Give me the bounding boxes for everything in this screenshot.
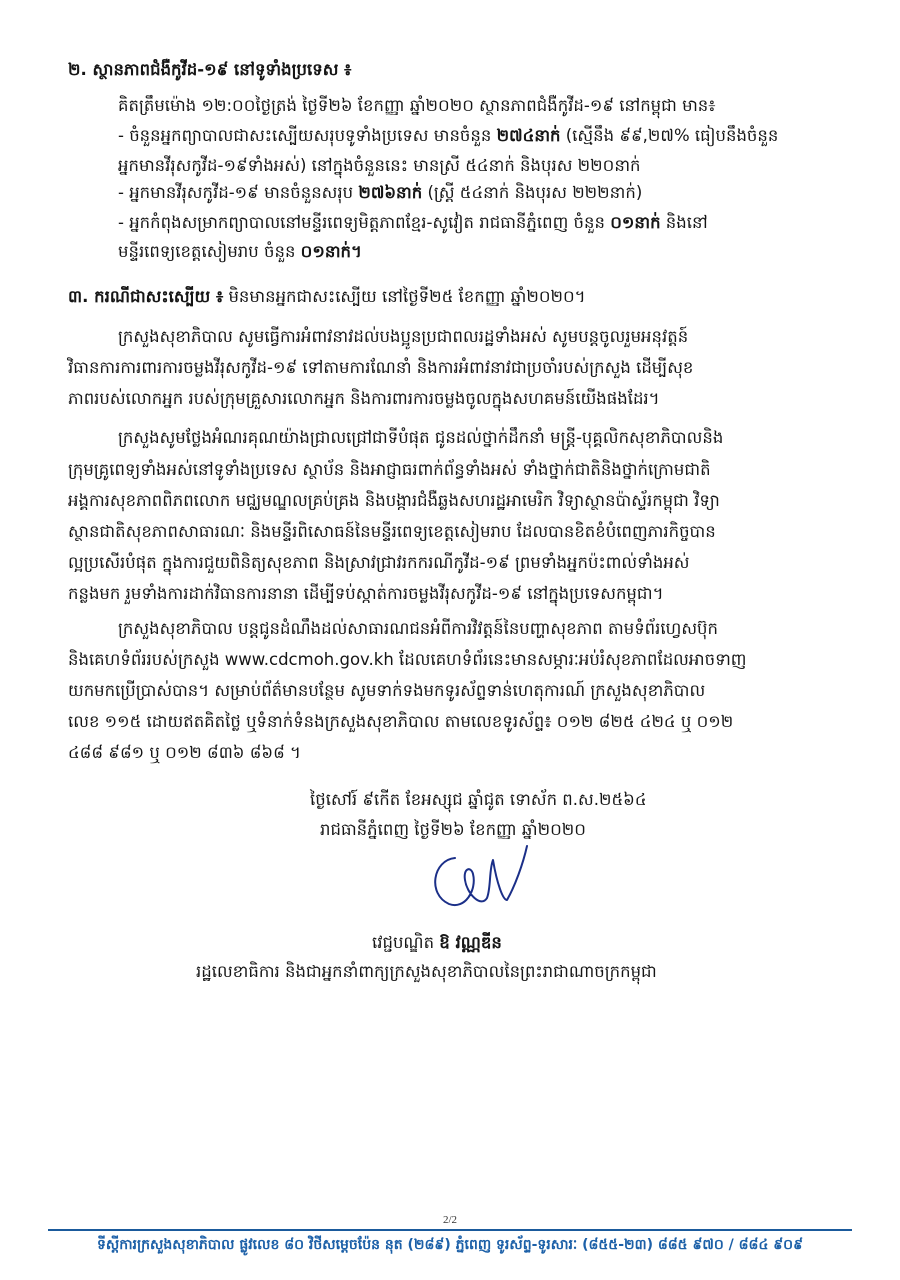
section-2-heading: ២. ស្ថានភាពជំងឺកូវីដ-១៩ នៅទូទាំងប្រទេស ៖ [68, 60, 352, 79]
para3-line-2: និងគេហទំព័ររបស់ក្រសួង www.cdcmoh.gov.kh ដែលគេហទំព័រនេះមានសម្ភារៈអប់រំសុខភាពដែលអាចទាញ [68, 650, 747, 669]
hospitalized-siemreap-text: មន្ទីរពេទ្យខេត្តសៀមរាប ចំនួន [118, 242, 301, 261]
footer-address: ទីស្តីការក្រសួងសុខាភិបាល ផ្លូវលេខ ៨០ វិថីសម្តេចប៉ែន នុត (២៨៩) ភ្នំពេញ ទូរស័ព្ទ-ទូរសារៈ (៨៥៥-២៣) ៨៨៥ ៩៧០ / ៨៨៤ ៩០៩ [97, 1237, 803, 1253]
para1-line-1: ក្រសួងសុខាភិបាល សូមធ្វើការអំពាវនាវដល់បងប្អូនប្រជាពលរដ្ឋទាំងអស់ សូមបន្តចូលរួមអនុវត្តន៍ [118, 327, 689, 346]
para2-line-3: អង្គការសុខភាពពិភពលោក មជ្ឈមណ្ឌលគ្រប់គ្រង និងបង្ការជំងឺឆ្លងសហរដ្ឋអាមេរិក វិទ្យាស្ថានប៉ាស្ទ័រកម្ពុជា វិទ្យា [68, 491, 720, 510]
section-3-heading: ៣. ករណីជាសះស្បើយ ៖ [68, 287, 224, 306]
recovered-count: ២៧៤នាក់ [496, 126, 561, 145]
recovered-bullet-text: - ចំនួនអ្នកព្យាបាលជាសះស្បើយសរុបទូទាំងប្រទេស មានចំនួន [118, 126, 497, 145]
para3-line-3: យកមកប្រើប្រាស់បាន។ សម្រាប់ព័ត៌មានបន្ថែម សូមទាក់ទងមកទូរស័ព្ទទាន់ហេតុការណ៍ ក្រសួងសុខាភិបាល [68, 681, 706, 700]
para1-line-2: វិធានការការពារការចម្លងវីរុសកូវីដ-១៩ ទៅតាមការណែនាំ និងការអំពាវនាវជាប្រចាំរបស់ក្រសួង ដើម្បីសុខ [68, 358, 694, 377]
solar-date: រាជធានីភ្នំពេញ ថ្ងៃទី២៦ ខែកញ្ញា ឆ្នាំ២០២០ [320, 820, 586, 839]
total-cases-breakdown: (ស្ត្រី ៥៤នាក់ និងបុរស ២២២នាក់) [422, 183, 643, 202]
footer-divider [48, 1229, 852, 1231]
para2-line-4: ស្ថានជាតិសុខភាពសាធារណៈ និងមន្ទីរពិសោធន៍នៃមន្ទីរពេទ្យខេត្តសៀមរាប ដែលបានខិតខំបំពេញភារកិច្ចបាន [68, 522, 716, 541]
para3-line-1: ក្រសួងសុខាភិបាល បន្តជូនដំណឹងដល់សាធារណជនអំពីការវិវត្តន៍នៃបញ្ហាសុខភាព តាមទំព័រហ្វេសប៊ុក [118, 619, 718, 638]
hospitalized-bullet-line-1 [118, 211, 708, 235]
page-number: 2/2 [442, 1214, 458, 1226]
total-cases-text: - អ្នកមានវីរុសកូវីដ-១៩ មានចំនួនសរុប [118, 183, 359, 202]
signer-line [372, 931, 502, 955]
section-2-intro: គិតត្រឹមម៉ោង ១២:០០ថ្ងៃត្រង់ ថ្ងៃទី២៦ ខែកញ្ញា ឆ្នាំ២០២០ ស្ថានភាពជំងឺកូវីដ-១៩ នៅកម្ពុជា មាន៖ [118, 96, 716, 115]
hospitalized-text: - អ្នកកំពុងសម្រាកព្យាបាលនៅមន្ទីរពេទ្យមិត្តភាពខ្មែរ-សូវៀត រាជធានីភ្នំពេញ ចំនួន [118, 213, 611, 232]
section-3-line [68, 285, 586, 309]
hospitalized-count-2: ០១នាក់។ [300, 242, 362, 261]
para1-line-3: ភាពរបស់លោកអ្នក របស់ក្រុមគ្រួសារលោកអ្នក និងការពារការចម្លងចូលក្នុងសហគមន៍យើងផងដែរ។ [68, 389, 660, 408]
recovered-bullet-line-1 [118, 124, 778, 148]
hospitalized-bullet-line-2 [118, 240, 362, 264]
signer-position: រដ្ឋលេខាធិការ និងជាអ្នកនាំពាក្យក្រសួងសុខាភិបាលនៃព្រះរាជាណាចក្រកម្ពុជា [196, 962, 657, 981]
para2-line-5: ល្អប្រសើរបំផុត ក្នុងការជួយពិនិត្យសុខភាព និងស្រាវជ្រាវរកករណីកូវីដ-១៩ ព្រមទាំងអ្នកប៉ះពាល់ទាំងអស់ [68, 553, 690, 572]
hospitalized-count-1: ០១នាក់ [610, 213, 661, 232]
para3-line-5: ៤៨៨ ៩៨១ ឬ ០១២ ៨៣៦ ៨៦៨ ។ [68, 743, 301, 762]
hospitalized-and: និងនៅ [660, 213, 708, 232]
total-cases-bullet [118, 181, 642, 205]
recovered-bullet-line-2: អ្នកមានវីរុសកូវីដ-១៩ទាំងអស់) នៅក្នុងចំនួននេះ មានស្រី ៥៤នាក់ និងបុរស ២២០នាក់ [118, 156, 641, 175]
para2-line-1: ក្រសួងសូមថ្លែងអំណរគុណយ៉ាងជ្រាលជ្រៅជាទីបំផុត ជូនដល់ថ្នាក់ដឹកនាំ មន្ត្រី-បុគ្គលិកសុខាភិបាលនិង [118, 428, 724, 447]
signer-name: ឱ វណ្ណឌីន [439, 933, 502, 952]
section-3-text: មិនមានអ្នកជាសះស្បើយ នៅថ្ងៃទី២៥ ខែកញ្ញា ឆ្នាំ២០២០។ [223, 287, 586, 306]
recovered-percent-text: (ស្មើនឹង ៩៩,២៧% ធៀបនឹងចំនួន [560, 126, 779, 145]
lunar-date: ថ្ងៃសៅរ៍ ៩កើត ខែអស្សុជ ឆ្នាំជូត ទោស័ក ព.ស.២៥៦៤ [310, 790, 647, 809]
signer-title: វេជ្ជបណ្ឌិត [372, 933, 440, 952]
para3-line-4: លេខ ១១៥ ដោយឥតគិតថ្លៃ ឬទំនាក់ទំនងក្រសួងសុខាភិបាល តាមលេខទូរស័ព្ទ៖ ០១២ ៨២៥ ៤២៤ ឬ ០១២ [68, 712, 734, 731]
total-cases-count: ២៧៦នាក់ [358, 183, 423, 202]
para2-line-2: ក្រុមគ្រូពេទ្យទាំងអស់នៅទូទាំងប្រទេស ស្ថាប័ន និងអាជ្ញាធរពាក់ព័ន្ធទាំងអស់ ទាំងថ្នាក់ជាតិនិងថ្នាក់ក្រោមជាតិ [68, 460, 711, 479]
handwritten-signature [425, 838, 535, 918]
para2-line-6: កន្លងមក រួមទាំងការដាក់វិធានការនានា ដើម្បីទប់ស្កាត់ការចម្លងវីរុសកូវីដ-១៩ នៅក្នុងប្រទេសកម្ពុជា។ [68, 584, 664, 603]
